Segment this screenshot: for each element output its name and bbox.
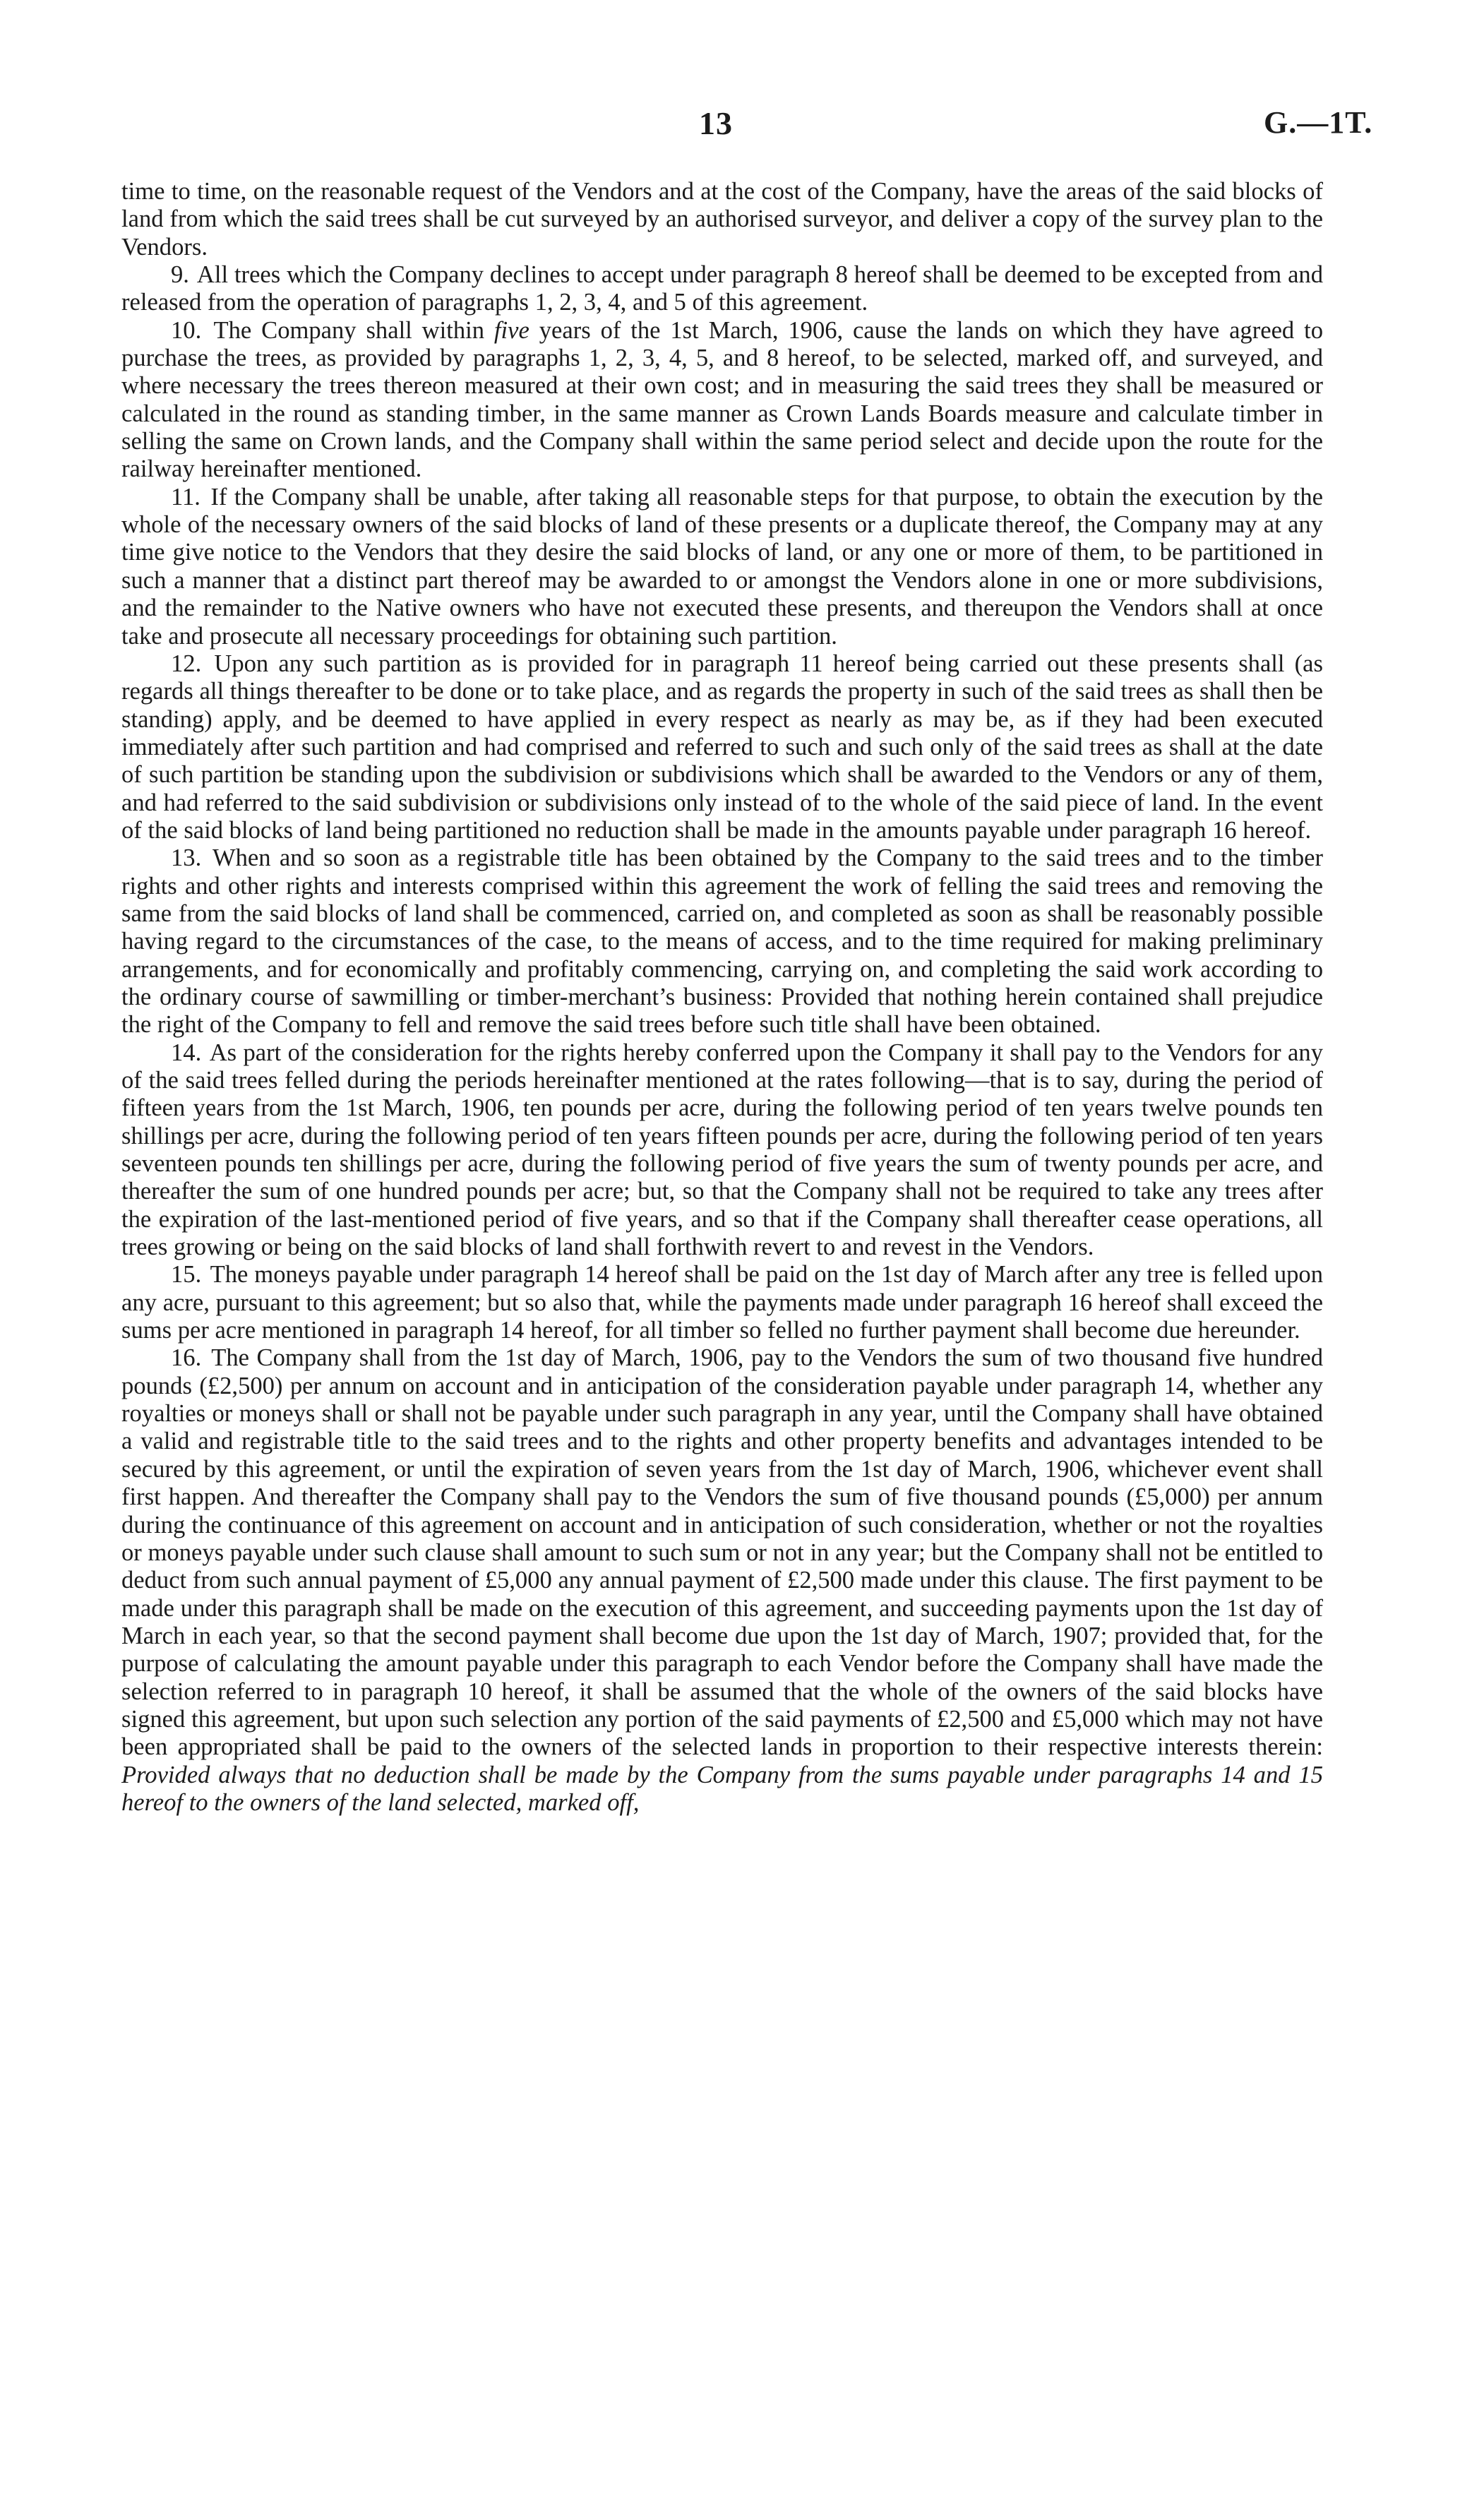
paragraph-text: All trees which the Company declines to accept under paragraph 8 hereof shall be deemed to be excepted from and released from the operation of paragraphs 1, 2, 3, 4, and 5 of this agreement. xyxy=(121,261,1323,316)
proviso-italic-text: Provided always that no deduction shall be made by the Company from the sums payable under paragraphs 14 and 15 hereof to the owners of the land selected, marked off, xyxy=(121,1761,1323,1816)
paragraph-number: 10. xyxy=(171,316,202,344)
paragraph-10 xyxy=(121,317,1323,484)
paragraph-text: When and so soon as a registrable title has been obtained by the Company to the said trees and to the timber rights and other rights and interests comprised within this agreement the work of felling the said trees and removing the same from the said blocks of land shall be commenced, carried on, and completed as soon as shall be reasonably possible having regard to the circumstances of the case, to the means of access, and to the time required for making preliminary arrangements, and for economically and profitably commencing, carrying on, and completing the said work according to the ordinary course of sawmilling or timber-merchant’s business: Provided that nothing herein contained shall prejudice the right of the Company to fell and remove the said trees before such title shall have been obtained. xyxy=(121,844,1323,1039)
body-text xyxy=(121,178,1323,1817)
paragraph-number: 14. xyxy=(171,1039,202,1066)
paragraph-text: The Company shall from the 1st day of March, 1906, pay to the Vendors the sum of two thousand five hundred pounds (£2,500) per annum on account and in anticipation of the consideration payable under paragraph 14, whether any royalties or moneys shall or shall not be payable under such paragraph in any year, until the Company shall have obtained a valid and registrable title to the said trees and to the rights and other property benefits and advantages intended to be secured by this agreement, or until the expiration of seven years from the 1st day of March, 1906, whichever event shall first happen. And thereafter the Company shall pay to the Vendors the sum of five thousand pounds (£5,000) per annum during the continuance of this agreement on account and in anticipation of such consideration, whether or not the royalties or moneys payable under such clause shall amount to such sum or not in any year; but the Company shall not be entitled to deduct from such annual payment of £5,000 any annual payment of £2,500 made under this clause. The first payment to be made under this paragraph shall be made on the execution of this agreement, and succeeding payments upon the 1st day of March in each year, so that the second payment shall become due upon the 1st day of March, 1907; provided that, for the purpose of calculating the amount payable under this paragraph to each Vendor before the Company shall have made the selection referred to in paragraph 10 hereof, it shall be assumed that the whole of the owners of the said blocks have signed this agreement, but upon such selection any portion of the said payments of £2,500 and £5,000 which may not have been appropriated shall be paid to the owners of the selected lands in proportion to their respective interests therein: xyxy=(121,1344,1323,1761)
paragraph-text: years of the 1st March, 1906, cause the lands on which they have agreed to purchase the trees, as provided by paragraphs 1, 2, 3, 4, 5, and 8 hereof, to be selected, marked off, and surveyed, and where necessary the trees thereon measured at their own cost; and in measuring the said trees they shall be measured or calculated in the round as standing timber, in the same manner as Crown Lands Boards measure and calculate timber in selling the same on Crown lands, and the Company shall within the same period select and decide upon the route for the railway hereinafter mentioned. xyxy=(121,316,1323,483)
continuation-paragraph: time to time, on the reasonable request of the Vendors and at the cost of the Company, have the areas of the said blocks of land from which the said trees shall be cut surveyed by an authorised surveyor, and deliver a copy of the survey plan to the Vendors. xyxy=(121,178,1323,261)
paragraph-text: The Company shall within xyxy=(213,316,485,344)
paragraph-number: 9. xyxy=(171,261,189,289)
paragraph-number: 13. xyxy=(171,844,202,872)
paragraph-13 xyxy=(121,844,1323,1039)
paragraph-16 xyxy=(121,1344,1323,1817)
paragraph-text: As part of the consideration for the rights hereby conferred upon the Company it shall pay to the Vendors for any of the said trees felled during the periods hereinafter mentioned at the rates following—that is to say, during the period of fifteen years from the 1st March, 1906, ten pounds per acre, during the following period of ten years twelve pounds ten shillings per acre, during the following period of ten years fifteen pounds per acre, during the following period of ten years seventeen pounds ten shillings per acre, during the following period of five years the sum of twenty pounds per acre, and thereafter the sum of one hundred pounds per acre; but, so that the Company shall not be required to take any trees after the expiration of the last-mentioned period of five years, and so that if the Company shall thereafter cease operations, all trees growing or being on the said blocks of land shall forthwith revert to and revest in the Vendors. xyxy=(121,1039,1323,1261)
paragraph-9 xyxy=(121,261,1323,317)
page-number: 13 xyxy=(699,105,733,141)
paragraph-11 xyxy=(121,484,1323,650)
paragraph-12 xyxy=(121,650,1323,844)
paragraph-text: If the Company shall be unable, after taking all reasonable steps for that purpose, to obtain the execution by the whole of the necessary owners of the said blocks of land of these presents or a duplicate thereof, the Company may at any time give notice to the Vendors that they desire the said blocks of land, or any one or more of them, to be partitioned in such a manner that a distinct part thereof may be awarded to or amongst the Vendors alone in one or more subdivisions, and the remainder to the Native owners who have not executed these presents, and thereupon the Vendors shall at once take and prosecute all necessary proceedings for obtaining such partition. xyxy=(121,483,1323,650)
paragraph-text: The moneys payable under paragraph 14 hereof shall be paid on the 1st day of March after any tree is felled upon any acre, pursuant to this agreement; but so also that, while the payments made under paragraph 16 hereof shall exceed the sums per acre mentioned in paragraph 14 hereof, for all timber so felled no further payment shall become due hereunder. xyxy=(121,1261,1323,1344)
paragraph-number: 15. xyxy=(171,1261,202,1289)
paragraph-number: 11. xyxy=(171,483,201,510)
italic-emphasis: five xyxy=(493,316,529,344)
paragraph-text: Upon any such partition as is provided for in paragraph 11 hereof being carried out these presents shall (as regards all things thereafter to be done or to take place, and as regards the property in such of the said trees as shall then be standing) apply, and be deemed to have applied in every respect as nearly as may be, as if they had been executed immediately after such partition and had comprised and referred to such and such only of the said trees as shall at the date of such partition be standing upon the subdivision or subdivisions which shall be awarded to the Vendors or any of them, and had referred to the said subdivision or subdivisions only instead of to the whole of the said piece of land. In the event of the said blocks of land being partitioned no reduction shall be made in the amounts payable under paragraph 16 hereof. xyxy=(121,650,1323,844)
page-header xyxy=(0,104,1484,147)
paragraph-number: 12. xyxy=(171,650,202,677)
paragraph-15 xyxy=(121,1261,1323,1344)
document-reference: G.—1T. xyxy=(1264,105,1373,140)
paragraph-number: 16. xyxy=(171,1344,202,1372)
paragraph-14 xyxy=(121,1039,1323,1262)
